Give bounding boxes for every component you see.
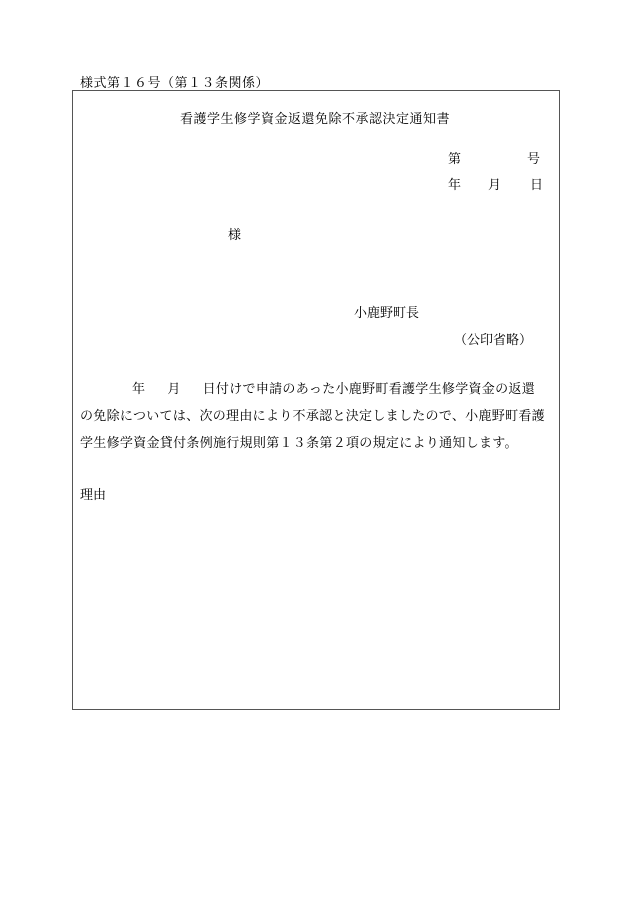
number-suffix: 号 [527,152,541,167]
date-year: 年 [448,178,462,193]
issuer-name: 小鹿野町長 [354,306,420,321]
document-title: 看護学生修学資金返還免除不承認決定通知書 [180,112,451,127]
number-prefix: 第 [448,152,462,167]
body-line-3: 学生修学資金貸付条例施行規則第１３条第２項の規定により通知します。 [80,436,518,451]
recipient-honorific: 様 [228,228,242,243]
body-line-1 [80,376,550,403]
form-number-label: 様式第１６号（第１３条関係） [80,76,270,91]
body-month: 月 [167,382,181,397]
body-year: 年 [132,382,146,397]
date-day: 日 [530,178,544,193]
reason-label: 理由 [80,488,107,503]
seal-note: （公印省略） [454,333,533,348]
body-line-2: の免除については、次の理由により不承認と決定しましたので、小鹿野町看護 [80,409,545,424]
date-month: 月 [488,178,502,193]
body-line-1-text: 日付けで申請のあった小鹿野町看護学生修学資金の返還 [202,382,535,397]
notice-body [80,376,550,457]
